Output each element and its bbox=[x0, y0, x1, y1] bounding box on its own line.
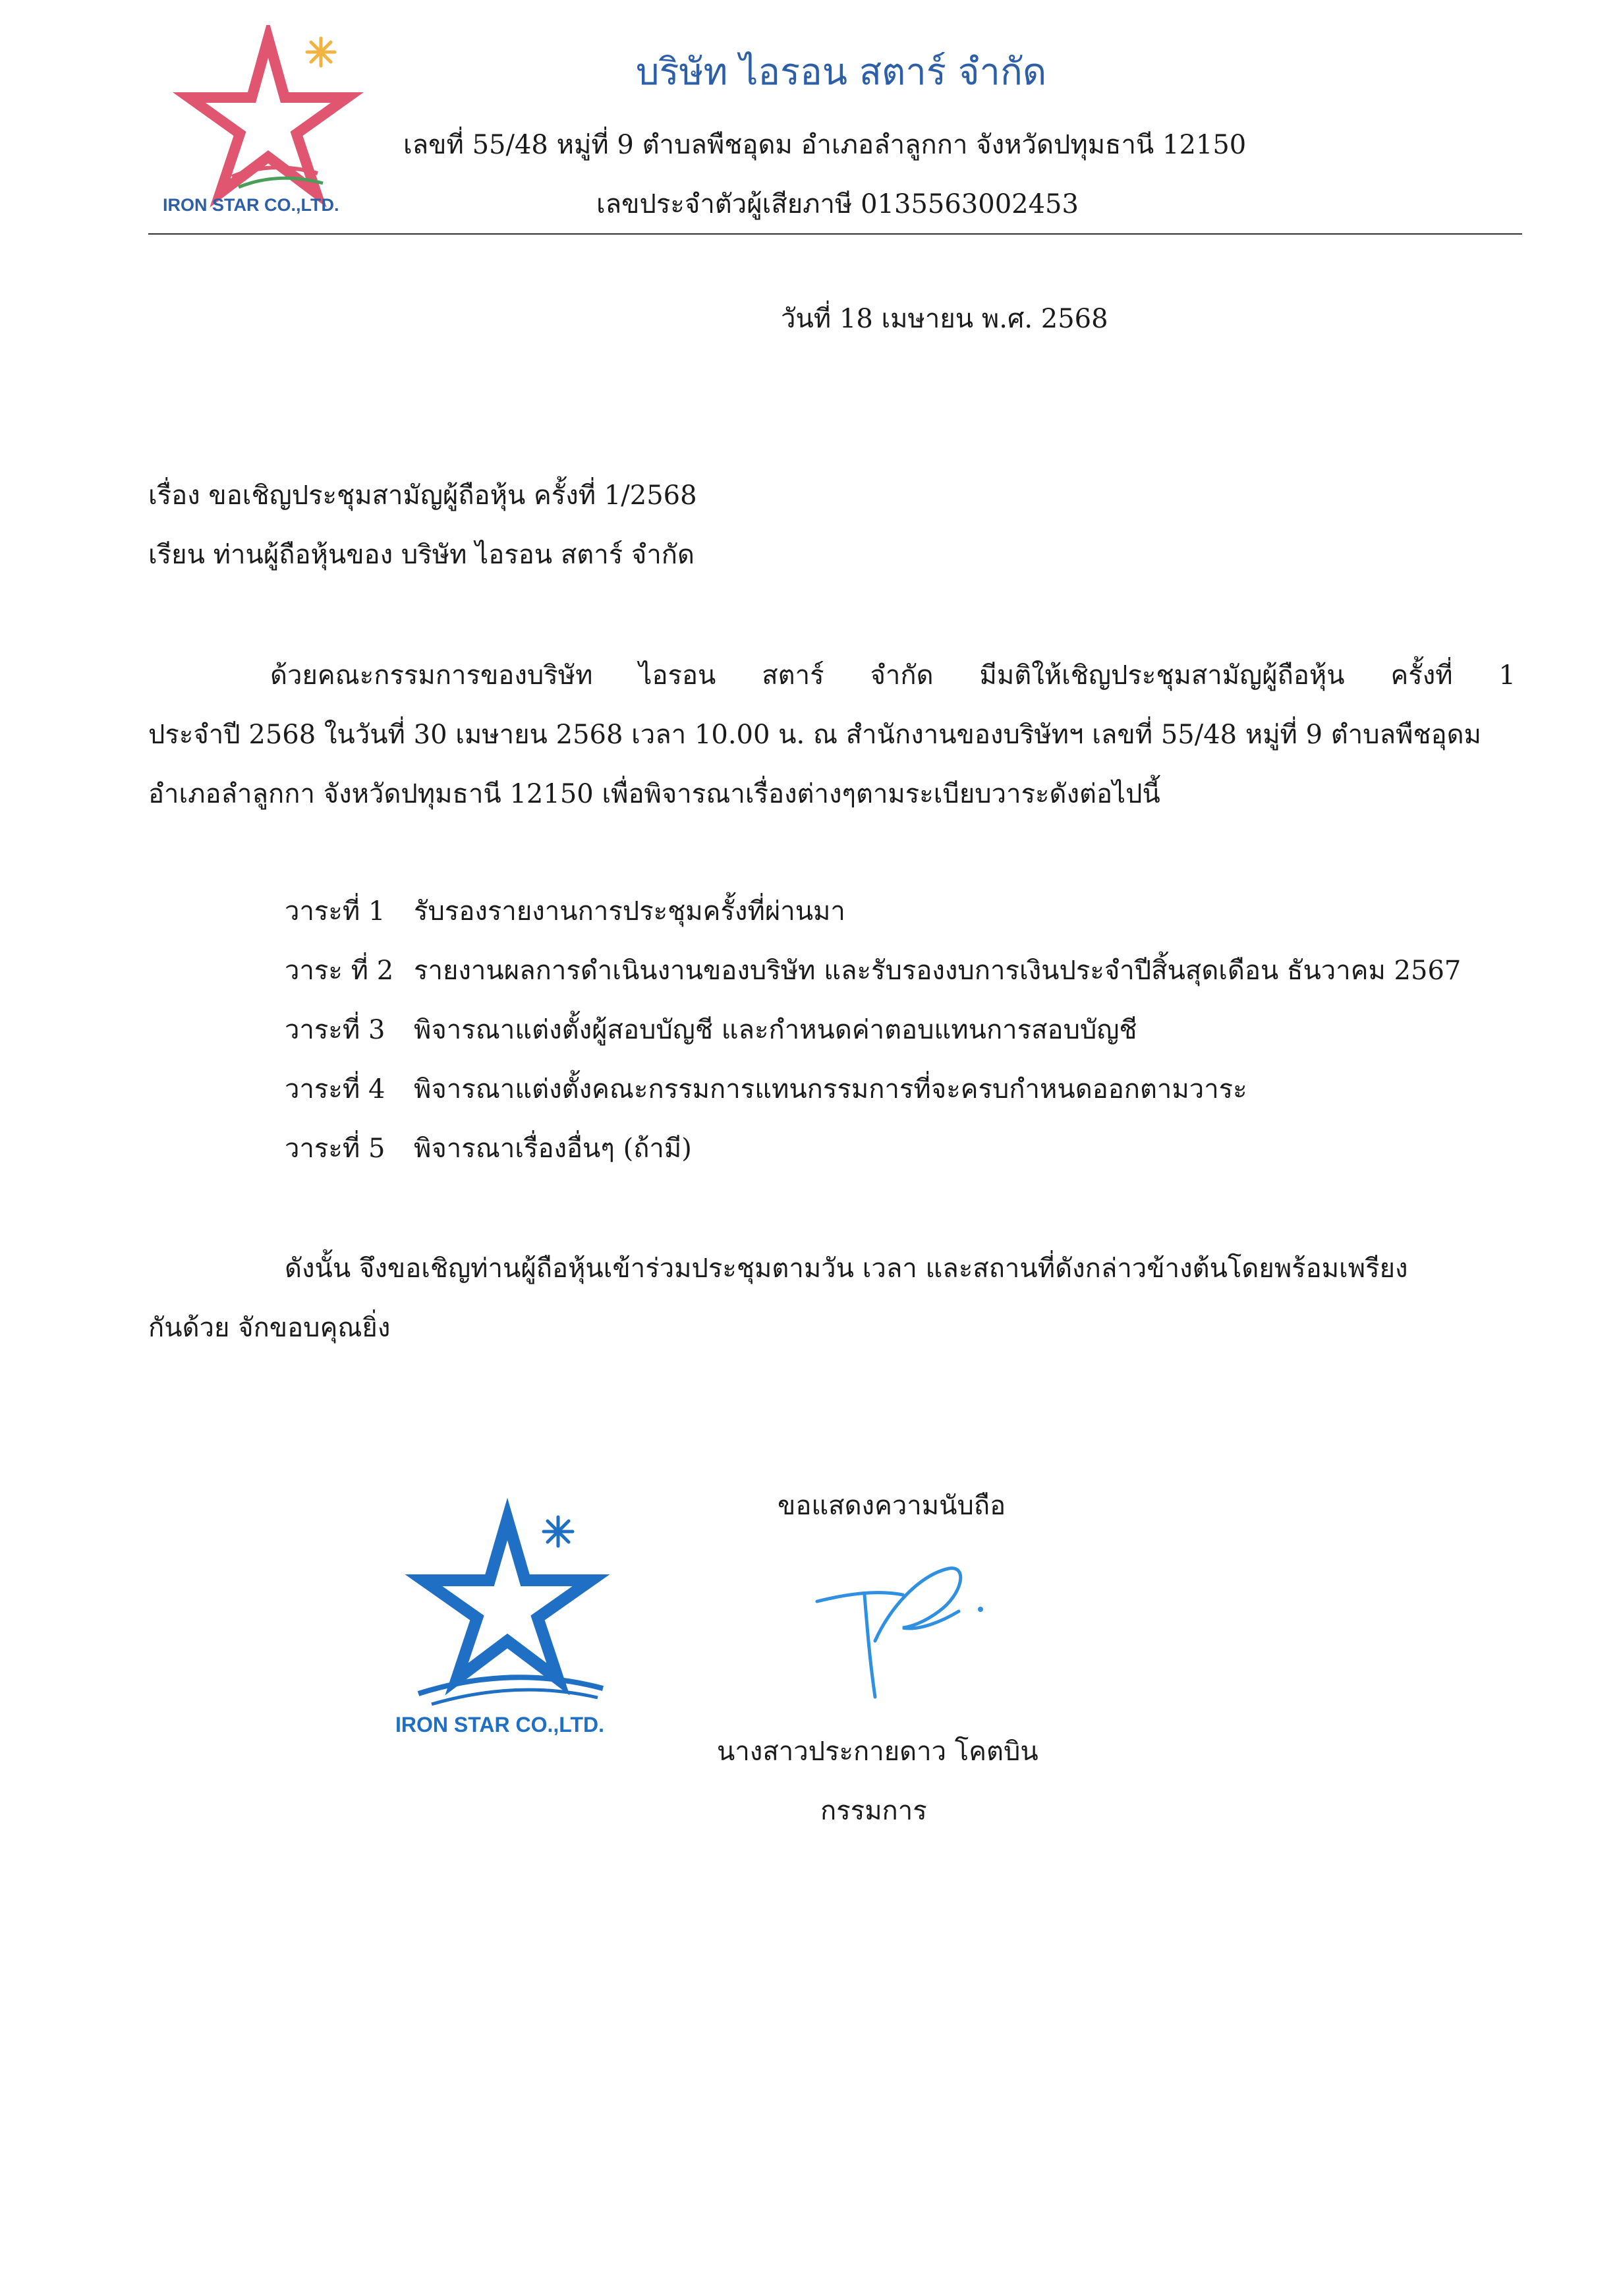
stamp-star-icon bbox=[424, 1519, 591, 1679]
agenda-label-5: วาระที่ 5 bbox=[285, 1134, 385, 1164]
signer-position: กรรมการ bbox=[820, 1796, 927, 1826]
intro-line-3: อำเภอลำลูกกา จังหวัดปทุมธานี 12150 เพื่อพิจารณาเรื่องต่างๆตามระเบียบวาระดังต่อไปนี้ bbox=[148, 779, 1160, 809]
closing-salutation: ขอแสดงความนับถือ bbox=[778, 1491, 1006, 1521]
letter-recipient: เรียน ท่านผู้ถือหุ้นของ บริษัท ไอรอน สตาร์ จำกัด bbox=[148, 540, 695, 570]
tax-id: เลขประจำตัวผู้เสียภาษี 0135563002453 bbox=[596, 189, 1079, 219]
agenda-text-5: พิจารณาเรื่องอื่นๆ (ถ้ามี) bbox=[414, 1134, 692, 1164]
intro-line-1: ด้วยคณะกรรมการของบริษัท ไอรอน สตาร์ จำกัด มีมติให้เชิญประชุมสามัญผู้ถือหุ้น ครั้งที่ 1 bbox=[270, 660, 1516, 691]
stamp-sparkle-icon bbox=[544, 1517, 573, 1546]
agenda-label-3: วาระที่ 3 bbox=[285, 1015, 385, 1045]
logo-sparkle-icon bbox=[307, 38, 335, 66]
handwritten-signature bbox=[804, 1549, 1002, 1707]
logo-text: IRON STAR CO.,LTD. bbox=[163, 195, 339, 215]
agenda-label-2: วาระ ที่ 2 bbox=[285, 956, 394, 986]
stamp-text: IRON STAR CO.,LTD. bbox=[395, 1713, 605, 1736]
signer-name: นางสาวประกายดาว โคตบิน bbox=[717, 1736, 1038, 1767]
company-name: บริษัท ไอรอน สตาร์ จำกัด bbox=[636, 51, 1047, 94]
agenda-text-3: พิจารณาแต่งตั้งผู้สอบบัญชี และกำหนดค่าตอบแทนการสอบบัญชี bbox=[414, 1015, 1137, 1045]
letter-date: วันที่ 18 เมษายน พ.ศ. 2568 bbox=[781, 304, 1108, 334]
closing-line-1: ดังนั้น จึงขอเชิญท่านผู้ถือหุ้นเข้าร่วมประชุมตามวัน เวลา และสถานที่ดังกล่าวข้างต้นโดยพร้อมเพรียง bbox=[285, 1253, 1408, 1284]
agenda-label-1: วาระที่ 1 bbox=[285, 896, 385, 927]
logo-star-icon bbox=[189, 38, 347, 193]
company-address: เลขที่ 55/48 หมู่ที่ 9 ตำบลพืชอุดม อำเภอลำลูกกา จังหวัดปทุมธานี 12150 bbox=[403, 130, 1247, 160]
header-divider bbox=[148, 233, 1522, 235]
intro-line-2: ประจำปี 2568 ในวันที่ 30 เมษายน 2568 เวลา 10.00 น. ณ สำนักงานของบริษัทฯ เลขที่ 55/48 หมู่ที่ 9 ตำบลพืชอุดม bbox=[148, 720, 1482, 750]
agenda-text-2: รายงานผลการดำเนินงานของบริษัท และรับรองงบการเงินประจำปีสิ้นสุดเดือน ธันวาคม 2567 bbox=[414, 956, 1462, 986]
closing-line-2: กันด้วย จักขอบคุณยิ่ง bbox=[148, 1313, 391, 1343]
letter-subject: เรื่อง ขอเชิญประชุมสามัญผู้ถือหุ้น ครั้งที่ 1/2568 bbox=[148, 480, 697, 511]
agenda-label-4: วาระที่ 4 bbox=[285, 1074, 385, 1105]
agenda-text-1: รับรองรายงานการประชุมครั้งที่ผ่านมา bbox=[414, 896, 845, 927]
company-stamp bbox=[385, 1496, 662, 1740]
agenda-text-4: พิจารณาแต่งตั้งคณะกรรมการแทนกรรมการที่จะครบกำหนดออกตามวาระ bbox=[414, 1074, 1247, 1105]
company-logo bbox=[153, 25, 370, 216]
